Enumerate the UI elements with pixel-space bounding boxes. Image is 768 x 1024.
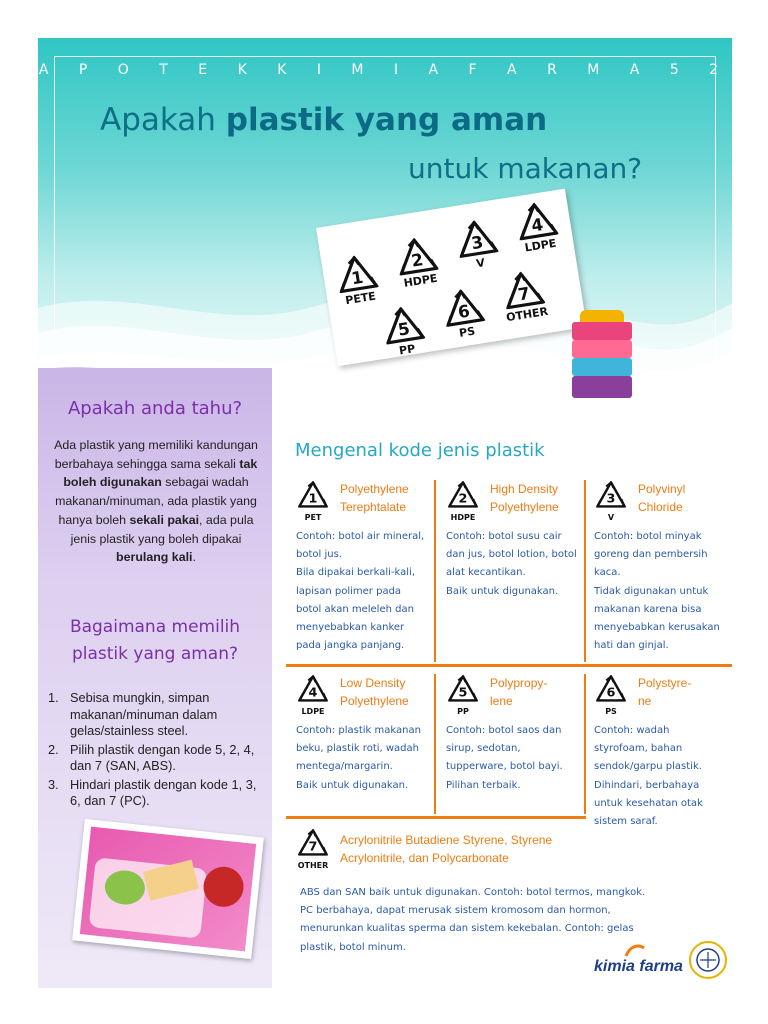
description-line: Contoh: botol susu cair <box>446 531 562 542</box>
plastic-abbr: OTHER <box>297 860 329 870</box>
tip-item <box>48 742 266 775</box>
tip-text: Sebisa mungkin, simpan makanan/minuman dalam gelas/stainless steel. <box>70 690 218 738</box>
logo-text: kimia farma <box>594 958 683 975</box>
para-text: Ada plastik yang memiliki kandungan berbahaya sehingga sama sekali <box>54 438 258 471</box>
description-line: Contoh: wadah <box>594 725 670 736</box>
recycle-number: 2 <box>458 491 468 507</box>
plastic-symbol <box>446 480 480 522</box>
plastic-abbr: HDPE <box>450 512 476 522</box>
sidebar-paragraph <box>52 436 260 567</box>
description-line: beku, plastik roti, wadah <box>296 743 419 755</box>
plastic-description <box>594 722 726 831</box>
description-line: ABS dan SAN baik untuk digunakan. Contoh: botol termos, mangkok. <box>300 887 646 898</box>
plastic-name-line: Terephtalate <box>340 500 407 514</box>
plastic-name-line: Polyethylene <box>340 482 409 496</box>
plastic-name-line: Acrylonitrile, dan Polycarbonate <box>340 851 509 865</box>
seal-emblem <box>688 940 728 980</box>
code-name: LDPE <box>523 236 558 255</box>
plastic-name-line: Polypropy- <box>490 676 548 690</box>
recycle-number: 5 <box>458 685 468 701</box>
para-text: , ada pula jenis plastik yang boleh dipakai <box>70 512 254 546</box>
recycle-number: 1 <box>349 266 365 289</box>
description-line: menurunkan kualitas sperma dan sistem kekebalan. Contoh: gelas <box>300 923 634 935</box>
recycle-number: 7 <box>308 839 318 855</box>
description-line: Contoh: botol air mineral, <box>296 531 425 542</box>
description-line: dan jus, botol lotion, botol <box>446 549 577 561</box>
kimia-farma-logo <box>594 958 683 976</box>
para-bold: sekali pakai <box>129 512 200 527</box>
plastic-description <box>594 528 726 655</box>
plastic-name <box>340 480 409 516</box>
tip-number: 3. <box>48 776 59 792</box>
code-name: OTHER <box>505 304 549 325</box>
plastic-symbol <box>594 480 628 522</box>
plastic-name <box>638 480 685 516</box>
headline-normal: Apakah <box>100 102 226 138</box>
description-line: menyebabkan kanker <box>296 622 405 634</box>
description-line: alat kecantikan. <box>446 567 526 579</box>
recycle-triangle-icon <box>379 302 426 346</box>
plastic-name <box>340 831 700 867</box>
recycle-number: 4 <box>308 685 318 701</box>
description-line: mentega/margarin. <box>296 761 393 773</box>
plastic-description <box>446 528 578 601</box>
code-symbol-1 <box>329 251 386 309</box>
recycle-triangle-icon <box>499 267 546 311</box>
recycle-number: 6 <box>606 685 616 701</box>
description-line: makanan karena bisa <box>594 603 702 615</box>
plastic-abbr: PS <box>605 706 617 716</box>
recycle-number: 2 <box>409 249 425 271</box>
plastic-description <box>296 722 428 795</box>
description-line: Contoh: plastik makanan <box>296 725 421 736</box>
recycle-number: 4 <box>529 213 545 236</box>
food-containers-image <box>566 310 638 402</box>
tip-text: Hindari plastik dengan kode 1, 3, 6, dan 7 (PC). <box>70 776 257 808</box>
sidebar-heading-did-you-know: Apakah anda tahu? <box>67 398 243 419</box>
logo-swoosh <box>624 944 646 958</box>
para-text: sebagai wadah makanan/minuman, ada plastik yang hanya boleh <box>55 475 257 527</box>
plastic-name <box>638 674 691 710</box>
description-line: PC berbahaya, dapat merusak sistem kromosom dan hormon, <box>300 905 611 917</box>
plastic-symbol <box>446 674 480 716</box>
plastic-name-line: Polyvinyl <box>638 482 686 496</box>
description-line: Dihindari, berbahaya <box>594 779 700 791</box>
tip-number: 1. <box>48 690 59 705</box>
tip-number: 2. <box>48 741 59 757</box>
description-line: tupperware, botol bayi. <box>446 761 563 773</box>
code-symbol-5 <box>376 302 433 360</box>
plastic-symbol <box>594 674 628 716</box>
description-line: sirup, sedotan, <box>446 743 521 755</box>
para-text: . <box>192 550 196 565</box>
headline-line2: untuk makanan? <box>408 152 643 185</box>
sidebar-heading-how-to-choose <box>38 614 272 668</box>
recycle-triangle-icon <box>453 216 500 260</box>
recycle-number: 6 <box>456 300 472 323</box>
plastic-abbr: PP <box>457 706 469 716</box>
recycle-triangle-icon <box>595 674 627 703</box>
recycle-number: 1 <box>308 491 318 507</box>
recycle-triangle-icon <box>439 285 486 329</box>
description-line: botol akan meleleh dan <box>296 603 414 615</box>
description-line: menyebabkan kerusakan <box>594 622 720 634</box>
tips-list <box>48 690 266 812</box>
plastic-name-line: lene <box>490 694 513 708</box>
para-bold: berulang kali <box>116 550 193 565</box>
plastic-description <box>296 528 428 655</box>
description-line: sendok/garpu plastik. <box>594 761 702 773</box>
description-line: Bila dipakai berkali-kali, <box>296 567 416 579</box>
plastic-name-line: Chloride <box>638 500 683 514</box>
plastic-name-line: Polystyre- <box>638 676 692 690</box>
section-title: Mengenal kode jenis plastik <box>295 440 545 461</box>
description-line: Baik untuk digunakan. <box>296 779 409 791</box>
plastic-name-line: High Density <box>490 482 559 496</box>
description-line: styrofoam, bahan <box>594 743 683 755</box>
tip-item <box>48 777 266 810</box>
plastic-abbr: PET <box>304 512 322 522</box>
code-name: PS <box>458 324 477 340</box>
description-line: Pilihan terbaik. <box>446 779 521 791</box>
plastic-description <box>446 722 578 795</box>
description-line: untuk kesehatan otak <box>594 797 703 809</box>
description-line: Tidak digunakan untuk <box>594 585 709 597</box>
recycle-number: 3 <box>606 491 616 507</box>
divider <box>434 674 436 814</box>
plastic-name <box>490 674 547 710</box>
code-name: HDPE <box>402 271 439 290</box>
divider <box>286 816 586 819</box>
description-line: Contoh: botol minyak <box>594 531 702 542</box>
plastic-description <box>300 884 720 957</box>
headline <box>100 102 547 138</box>
code-name: V <box>475 256 486 271</box>
recycle-triangle-icon <box>447 480 479 509</box>
plastic-name-line: Acrylonitrile Butadiene Styrene, Styrene <box>340 833 553 847</box>
code-name: PP <box>398 342 417 358</box>
recycle-number: 7 <box>516 282 532 305</box>
tip-text: Pilih plastik dengan kode 5, 2, 4, dan 7 (SAN, ABS). <box>70 741 255 773</box>
divider <box>286 664 732 667</box>
description-line: kaca. <box>594 567 621 579</box>
heading-line: plastik yang aman? <box>71 644 239 664</box>
recycle-triangle-icon <box>513 198 560 242</box>
recycle-number: 3 <box>469 231 485 254</box>
brand-title: A P O T E K K I M I A F A R M A 5 2 <box>38 62 732 78</box>
description-line: Contoh: botol saos dan <box>446 725 562 736</box>
divider <box>584 480 586 662</box>
description-line: hati dan ginjal. <box>594 640 669 652</box>
poster <box>38 38 732 988</box>
divider <box>584 674 586 814</box>
description-line: botol jus. <box>296 549 342 561</box>
divider <box>434 480 436 662</box>
recycle-triangle-icon <box>447 674 479 703</box>
lunchbox-photo <box>72 819 264 959</box>
recycle-triangle-icon <box>297 828 329 857</box>
recycle-triangle-icon <box>333 251 380 295</box>
plastic-name <box>490 480 559 516</box>
description-line: sistem saraf. <box>594 816 658 828</box>
plastic-name-line: Polyethylene <box>340 694 409 708</box>
description-line: lapisan polimer pada <box>296 585 402 597</box>
sidebar-wave <box>38 360 272 384</box>
recycle-triangle-icon <box>297 674 329 703</box>
code-symbol-2 <box>389 233 446 291</box>
code-symbol-3 <box>449 215 506 273</box>
recycle-triangle-icon <box>595 480 627 509</box>
plastic-name <box>340 674 409 710</box>
plastic-symbol <box>296 828 330 870</box>
plastic-symbol <box>296 480 330 522</box>
description-line: pada jangka panjang. <box>296 640 405 652</box>
code-symbol-4 <box>509 198 566 256</box>
code-symbol-7 <box>495 267 552 325</box>
plastic-abbr: V <box>607 512 615 522</box>
plastic-name-line: Low Density <box>340 676 406 690</box>
plastic-symbol <box>296 674 330 716</box>
plastic-abbr: LDPE <box>301 706 325 716</box>
recycle-triangle-icon <box>393 234 440 278</box>
description-line: plastik, botol minum. <box>300 941 406 953</box>
para-bold: tak boleh digunakan <box>63 456 258 490</box>
code-symbol-6 <box>435 284 492 342</box>
plastic-name-line: ne <box>638 694 652 708</box>
headline-bold: plastik yang aman <box>225 102 548 138</box>
plastic-name-line: Polyethylene <box>490 500 559 514</box>
hero-banner <box>38 38 732 383</box>
description-line: goreng dan pembersih <box>594 549 708 561</box>
description-line: Baik untuk digunakan. <box>446 585 559 597</box>
recycle-number: 5 <box>396 318 412 340</box>
recycle-triangle-icon <box>297 480 329 509</box>
heading-line: Bagaimana memilih <box>69 617 241 637</box>
code-name: PETE <box>344 289 377 308</box>
tip-item <box>48 690 266 740</box>
